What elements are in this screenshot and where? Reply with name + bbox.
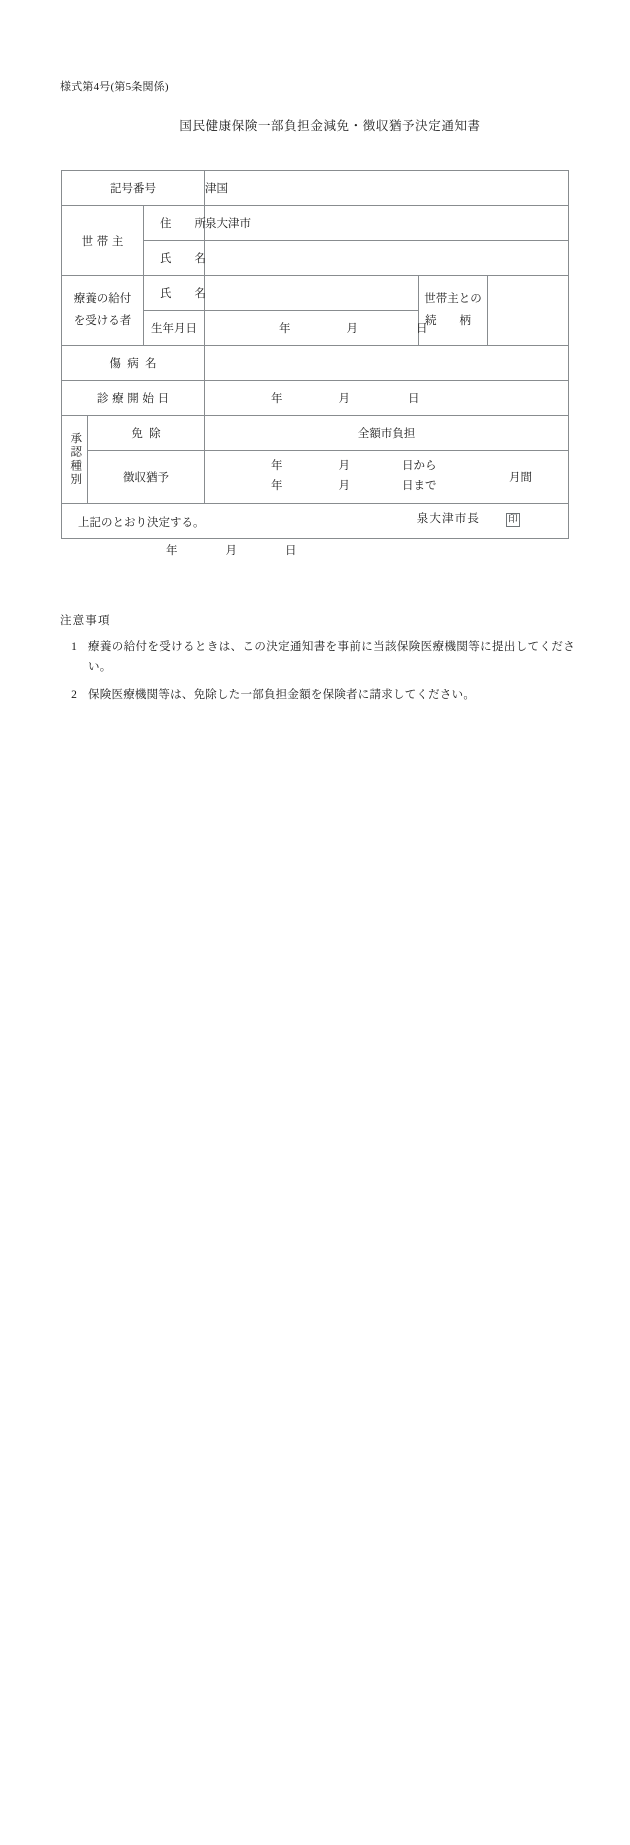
recipient-label-line1: 療養の給付 [73, 293, 132, 306]
householder-address-label [144, 206, 205, 241]
deferment-to-day: 日まで [402, 480, 437, 493]
seal-stamp-icon: 印 [506, 513, 520, 527]
document-page [0, 0, 630, 903]
deferment-to-year: 年 [271, 480, 283, 493]
treatment-start-month: 月 [338, 393, 351, 405]
decision-statement: 上記のとおり決定する。 [78, 517, 205, 529]
treatment-start-date-run [205, 390, 568, 406]
householder-address-value[interactable]: 泉大津市 [205, 206, 569, 241]
issuer-name: 泉大津市長 [416, 513, 481, 525]
decision-day: 日 [285, 545, 297, 557]
approval-type-label-text: 承認種別 [69, 432, 82, 487]
recipient-relation-value[interactable] [488, 276, 569, 346]
table-row-decision [62, 504, 569, 539]
symbol-number-label: 記号番号 [62, 171, 205, 206]
deferment-from-day: 日から [402, 460, 437, 472]
note-item [60, 637, 575, 677]
recipient-name-label [144, 276, 205, 311]
recipient-birthdate-date-run [205, 320, 428, 336]
deferment-period-wrap [205, 451, 568, 503]
notes-title: 注意事項 [60, 615, 111, 627]
treatment-start-value[interactable] [205, 381, 569, 416]
recipient-birthdate-value[interactable] [205, 311, 428, 346]
treatment-start-label: 診療開始日 [62, 381, 205, 416]
note-number: 2 [71, 689, 77, 702]
decision-month: 月 [225, 545, 237, 557]
treatment-start-year: 年 [271, 393, 283, 405]
recipient-relation-label-line1: 世帯主との [424, 293, 482, 306]
table-row-symbol-number [62, 171, 569, 206]
householder-name-label [144, 241, 205, 276]
deferment-to-month: 月 [338, 480, 351, 493]
form-number: 様式第4号(第5条関係) [60, 81, 169, 93]
notes-section [60, 612, 575, 713]
recipient-birthdate-day: 日 [416, 323, 428, 335]
note-number: 1 [71, 641, 77, 653]
deferment-label: 徴収猶予 [88, 451, 205, 504]
approval-type-label-wrap [62, 416, 87, 503]
deferment-duration-unit: 月間 [509, 472, 533, 484]
decision-year: 年 [166, 545, 178, 557]
exemption-value[interactable]: 全額市負担 [205, 416, 569, 451]
table-row-householder-address [62, 206, 569, 241]
recipient-label [62, 276, 144, 346]
symbol-number-value[interactable]: 津国 [205, 171, 569, 206]
householder-address-label-text: 住 所 [160, 218, 206, 230]
recipient-name-value[interactable] [205, 276, 419, 311]
decision-date[interactable] [166, 542, 297, 558]
recipient-birthdate-label: 生年月日 [144, 311, 205, 346]
deferment-from-year: 年 [271, 460, 283, 472]
table-row-exemption [62, 416, 569, 451]
recipient-relation-label [419, 276, 488, 346]
recipient-birthdate-month: 月 [346, 323, 359, 335]
approval-type-label [62, 416, 88, 504]
disease-value[interactable] [205, 346, 569, 381]
householder-name-value[interactable] [205, 241, 569, 276]
householder-label: 世帯主 [62, 206, 144, 276]
notification-form-table [61, 170, 569, 557]
note-item [60, 685, 575, 705]
note-text: 療養の給付を受けるときは、この決定通知書を事前に当該保険医療機関等に提出してください。 [88, 641, 575, 674]
householder-name-label-text: 氏 名 [160, 253, 206, 265]
document-title: 国民健康保険一部負担金減免・徴収猶予決定通知書 [179, 119, 481, 133]
disease-label: 傷病名 [62, 346, 205, 381]
recipient-name-label-text: 氏 名 [160, 288, 206, 300]
recipient-relation-label-line2: 続 柄 [425, 314, 472, 327]
recipient-birthdate-year: 年 [279, 323, 291, 335]
exemption-label: 免除 [88, 416, 205, 451]
deferment-period[interactable] [205, 451, 569, 504]
deferment-from-month: 月 [338, 460, 351, 472]
table-row-deferment [62, 451, 569, 504]
recipient-label-line2: を受ける者 [73, 314, 132, 327]
note-text: 保険医療機関等は、免除した一部負担金額を保険者に請求してください。 [88, 689, 476, 702]
treatment-start-day: 日 [408, 393, 420, 405]
decision-block [62, 504, 569, 557]
table-row-recipient-name [62, 276, 569, 311]
table-row-disease [62, 346, 569, 381]
table-row-treatment-start [62, 381, 569, 416]
